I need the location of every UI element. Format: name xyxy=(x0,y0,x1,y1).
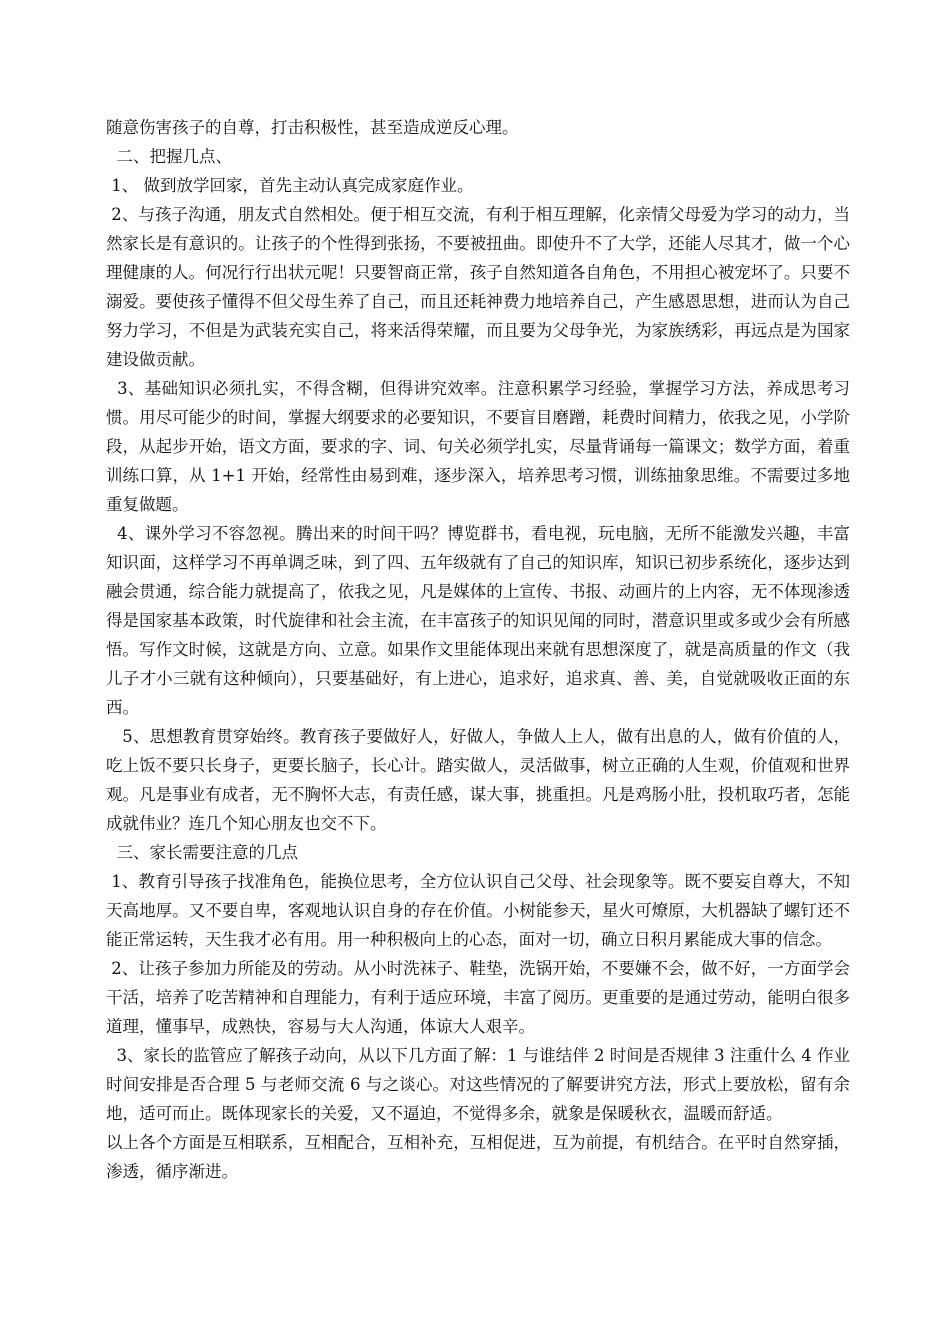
paragraph-point-4: 4、课外学习不容忽视。腾出来的时间干吗？博览群书，看电视，玩电脑，无所不能激发兴趣，丰富知识面，这样学习不再单调乏味，到了四、五年级就有了自己的知识库，知识已初步系统化，逐步达到融会贯通，综合能力就提高了，依我之见，凡是媒体的上宣传、书报、动画片的上内容，无不体现渗透得是国家基本政策，时代旋律和社会主流，在丰富孩子的知识见闻的同时，潜意识里或多或少会有所感悟。写作文时候，这就是方向、立意。如果作文里能体现出来就有思想深度了，就是高质量的作文（我儿子才小三就有这种倾向），只要基础好，有上进心，追求好，追求真、善、美，自觉就吸收正面的东西。 xyxy=(106,524,850,717)
paragraph-parent-note-2: 2、让孩子参加力所能及的劳动。从小时洗袜子、鞋垫，洗锅开始，不要嫌不会，做不好，一方面学会干活，培养了吃苦精神和自理能力，有利于适应环境，丰富了阅历。更重要的是通过劳动，能明白很多道理，懂事早，成熟快，容易与大人沟通，体谅大人艰辛。 xyxy=(106,959,850,1036)
paragraph-intro: 随意伤害孩子的自尊，打击积极性，甚至造成逆反心理。 xyxy=(106,118,519,137)
paragraph-point-1: 1、 做到放学回家，首先主动认真完成家庭作业。 xyxy=(106,176,474,195)
paragraph-parent-note-3: 3、家长的监管应了解孩子动向，从以下几方面了解：1 与谁结伴 2 时间是否规律 3 注重什么 4 作业时间安排是否合理 5 与老师交流 6 与之谈心。对这些情况的了解要讲究方法，形式上要放松，留有余地，适可而止。既体现家长的关爱，又不逼迫，不觉得多余，就象是保暖秋衣，温暖而舒适。 xyxy=(106,1046,850,1123)
paragraph-conclusion: 以上各个方面是互相联系，互相配合，互相补充，互相促进，互为前提，有机结合。在平时自然穿插，渗透，循序渐进。 xyxy=(106,1133,850,1181)
paragraph-parent-note-1: 1、教育引导孩子找准角色，能换位思考，全方位认识自己父母、社会现象等。既不要妄自尊大，不知天高地厚。又不要自卑，客观地认识自身的存在价值。小树能参天，星火可燎原，大机器缺了螺钉还不能正常运转，天生我才必有用。用一种积极向上的心态，面对一切，确立日积月累能成大事的信念。 xyxy=(106,872,850,949)
section-heading-three: 三、家长需要注意的几点 xyxy=(106,843,298,862)
paragraph-point-3: 3、基础知识必须扎实，不得含糊，但得讲究效率。注意积累学习经验，掌握学习方法，养成思考习惯。用尽可能少的时间，掌握大纲要求的必要知识，不要盲目磨蹭，耗费时间精力，依我之见，小学阶段，从起步开始，语文方面，要求的字、词、句关必须学扎实，尽量背诵每一篇课文；数学方面，着重训练口算，从 1+1 开始，经常性由易到难，逐步深入，培养思考习惯，训练抽象思维。不需要过多地重复做题。 xyxy=(106,379,850,514)
section-heading-two: 二、把握几点、 xyxy=(106,147,232,166)
document-page xyxy=(106,113,850,1186)
paragraph-point-2: 2、与孩子沟通，朋友式自然相处。便于相互交流，有利于相互理解，化亲情父母爱为学习的动力，当然家长是有意识的。让孩子的个性得到张扬，不要被扭曲。即使升不了大学，还能人尽其才，做一个心理健康的人。何况行行出状元呢！只要智商正常，孩子自然知道各自角色，不用担心被宠坏了。只要不溺爱。要使孩子懂得不但父母生养了自己，而且还耗神费力地培养自己，产生感恩思想，进而认为自己努力学习，不但是为武装充实自己，将来活得荣耀，而且要为父母争光，为家族绣彩，再远点是为国家建设做贡献。 xyxy=(106,205,850,369)
paragraph-point-5: 5、思想教育贯穿始终。教育孩子要做好人，好做人，争做人上人，做有出息的人，做有价值的人，吃上饭不要只长身子，更要长脑子，长心计。踏实做人，灵活做事，树立正确的人生观，价值观和世界观。凡是事业有成者，无不胸怀大志，有责任感，谋大事，挑重担。凡是鸡肠小肚，投机取巧者，怎能成就伟业？连几个知心朋友也交不下。 xyxy=(106,727,850,833)
